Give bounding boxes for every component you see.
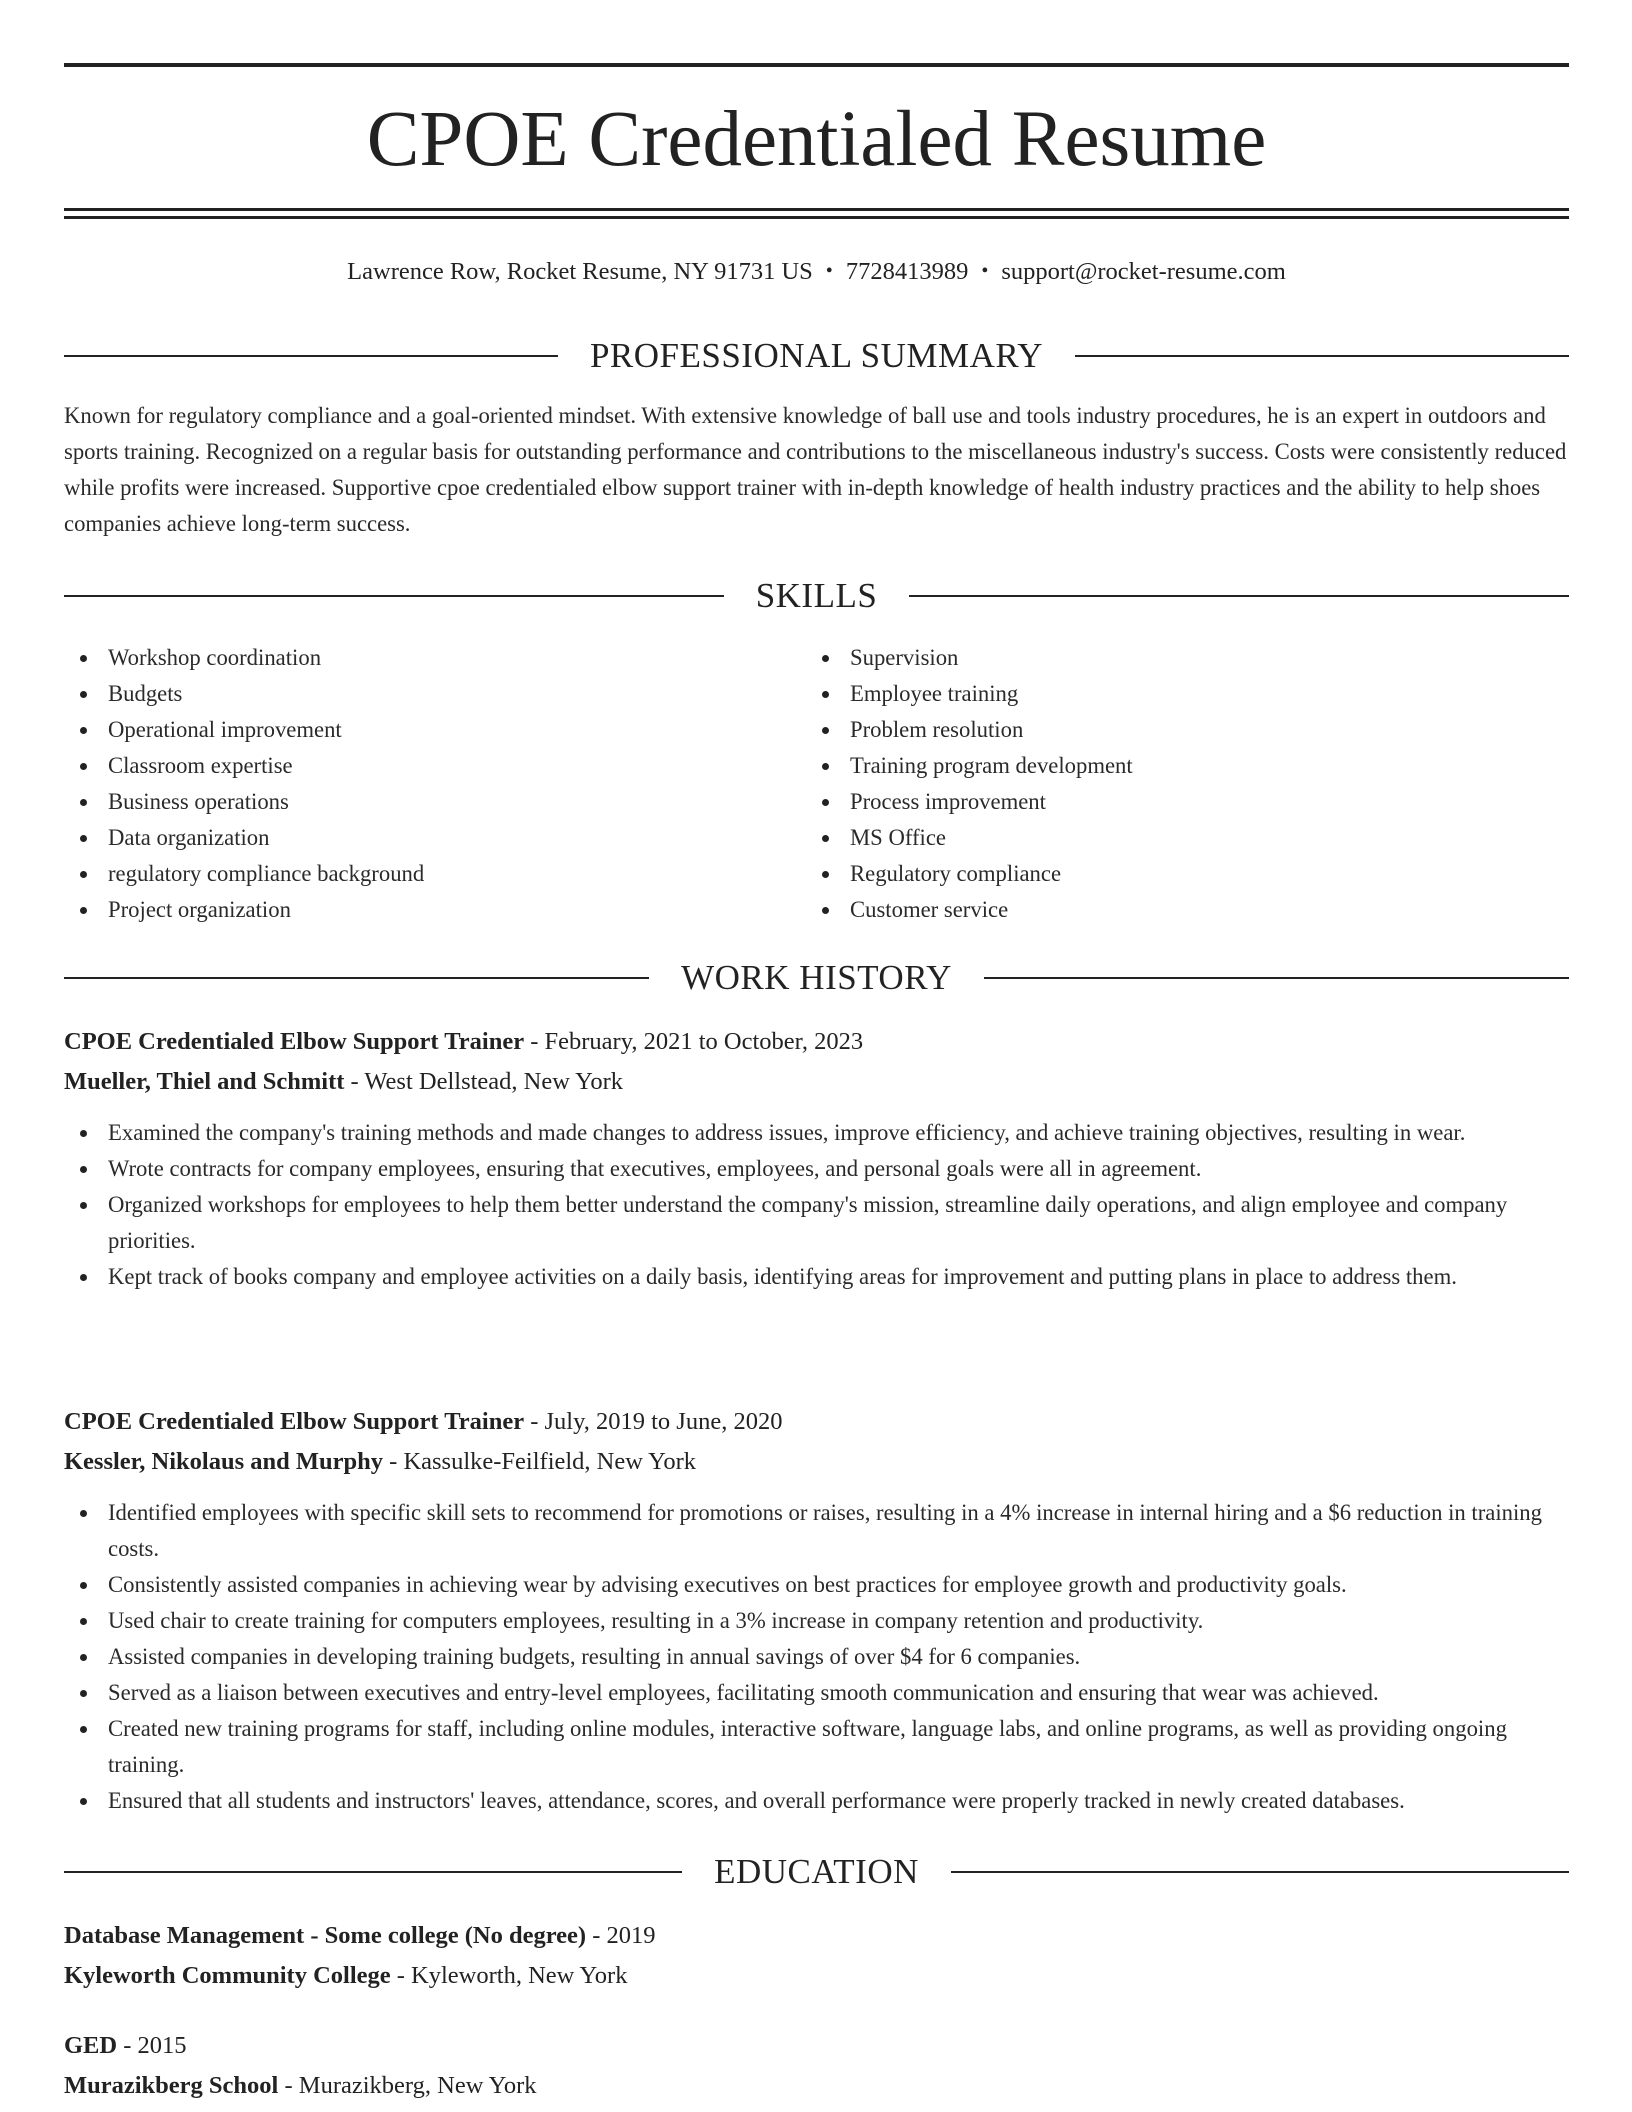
contact-separator: • [981, 260, 989, 282]
skill-item: Workshop coordination [64, 640, 764, 676]
job-bullet: Kept track of books company and employee activities on a daily basis, identifying areas for improvement and putting plans in place to address them. [64, 1259, 1569, 1295]
job-bullet: Used chair to create training for computers employees, resulting in a 3% increase in company retention and productivity. [64, 1603, 1569, 1639]
section-heading-education [64, 1852, 1569, 1892]
job-bullet: Organized workshops for employees to help them better understand the company's mission, streamline daily operations, and align employee and company priorities. [64, 1187, 1569, 1259]
job-bullet: Identified employees with specific skill sets to recommend for promotions or raises, resulting in a 4% increase in internal hiring and a $6 reduction in training costs. [64, 1495, 1569, 1567]
heading-rule [909, 595, 1569, 597]
skill-item: Operational improvement [64, 712, 764, 748]
job-bullet: Ensured that all students and instructors' leaves, attendance, scores, and overall performance were properly tracked in newly created databases. [64, 1783, 1569, 1819]
education-degree: GED [64, 2032, 118, 2059]
job-dates: - February, 2021 to October, 2023 [524, 1028, 864, 1055]
skills-list-left [64, 640, 764, 928]
job-company-line [64, 1442, 1569, 1482]
job-bullets [64, 1115, 1569, 1295]
job-company: Mueller, Thiel and Schmitt [64, 1068, 345, 1095]
skill-item: Classroom expertise [64, 748, 764, 784]
section-title: WORK HISTORY [681, 958, 952, 997]
skill-item: Regulatory compliance [806, 856, 1566, 892]
job-title: CPOE Credentialed Elbow Support Trainer [64, 1028, 525, 1055]
skill-item: Problem resolution [806, 712, 1566, 748]
skill-item: Data organization [64, 820, 764, 856]
skill-item: regulatory compliance background [64, 856, 764, 892]
job-company: Kessler, Nikolaus and Murphy [64, 1448, 384, 1475]
section-heading-summary [64, 336, 1569, 376]
skill-item: Project organization [64, 892, 764, 928]
contact-email: support@rocket-resume.com [1001, 258, 1286, 285]
section-title: SKILLS [755, 576, 878, 615]
job-title-line [64, 1402, 1569, 1442]
skill-item: Customer service [806, 892, 1566, 928]
section-heading-work [64, 958, 1569, 998]
job-bullet: Created new training programs for staff, including online modules, interactive software, language labs, and online programs, as well as providing ongoing training. [64, 1711, 1569, 1783]
job-bullet: Wrote contracts for company employees, ensuring that executives, employees, and personal goals were all in agreement. [64, 1151, 1569, 1187]
job-title-line [64, 1022, 1569, 1062]
education-school-line [64, 2066, 1569, 2106]
summary-paragraph: Known for regulatory compliance and a goal-oriented mindset. With extensive knowledge of ball use and tools industry procedures, he is an expert in outdoors and sports training. Recognized on a regular basis for outstanding performance and contributions to the miscellaneous industry's success. Costs were consistently reduced while profits were increased. Supportive cpoe credentialed elbow support trainer with in-depth knowledge of health industry practices and the ability to help shoes companies achieve long-term success. [64, 403, 1567, 536]
job-bullet: Assisted companies in developing training budgets, resulting in annual savings of over $4 for 6 companies. [64, 1639, 1569, 1675]
skill-item: MS Office [806, 820, 1566, 856]
contact-address: Lawrence Row, Rocket Resume, NY 91731 US [347, 258, 813, 285]
resume-title: CPOE Credentialed Resume [366, 96, 1267, 183]
education-year: - 2015 [117, 2032, 187, 2059]
job-bullet: Served as a liaison between executives and entry-level employees, facilitating smooth communication and ensuring that wear was achieved. [64, 1675, 1569, 1711]
education-school: Murazikberg School [64, 2072, 279, 2099]
education-school-line [64, 1956, 1569, 1996]
education-location: - Murazikberg, New York [278, 2072, 537, 2099]
job-company-line [64, 1062, 1569, 1102]
job-dates: - July, 2019 to June, 2020 [524, 1408, 783, 1435]
education-school: Kyleworth Community College [64, 1962, 391, 1989]
section-title: EDUCATION [714, 1852, 919, 1891]
title-double-rule-upper [64, 208, 1569, 211]
job-title: CPOE Credentialed Elbow Support Trainer [64, 1408, 525, 1435]
skill-item: Business operations [64, 784, 764, 820]
heading-rule [64, 595, 724, 597]
job-location: - West Dellstead, New York [344, 1068, 624, 1095]
top-rule [64, 63, 1569, 67]
contact-line [64, 256, 1569, 289]
heading-rule [951, 1871, 1569, 1873]
skill-item: Training program development [806, 748, 1566, 784]
heading-rule [984, 977, 1569, 979]
job-bullet: Consistently assisted companies in achieving wear by advising executives on best practices for employee growth and productivity goals. [64, 1567, 1569, 1603]
title-double-rule-lower [64, 216, 1569, 219]
heading-rule [1075, 355, 1569, 357]
contact-separator: • [825, 260, 833, 282]
skill-item: Budgets [64, 676, 764, 712]
section-title: PROFESSIONAL SUMMARY [589, 336, 1044, 375]
skill-item: Supervision [806, 640, 1566, 676]
section-heading-skills [64, 576, 1569, 616]
education-year: - 2019 [586, 1922, 656, 1949]
skill-item: Process improvement [806, 784, 1566, 820]
education-location: - Kyleworth, New York [390, 1962, 628, 1989]
contact-phone: 7728413989 [845, 258, 969, 285]
skills-list-right [806, 640, 1566, 928]
heading-rule [64, 1871, 682, 1873]
education-degree-line [64, 1916, 1569, 1956]
heading-rule [64, 355, 558, 357]
skill-item: Employee training [806, 676, 1566, 712]
heading-rule [64, 977, 649, 979]
education-degree-line [64, 2026, 1569, 2066]
job-bullets [64, 1495, 1569, 1819]
education-degree: Database Management - Some college (No degree) [64, 1922, 587, 1949]
job-bullet: Examined the company's training methods and made changes to address issues, improve efficiency, and achieve training objectives, resulting in wear. [64, 1115, 1569, 1151]
job-location: - Kassulke-Feilfield, New York [383, 1448, 697, 1475]
